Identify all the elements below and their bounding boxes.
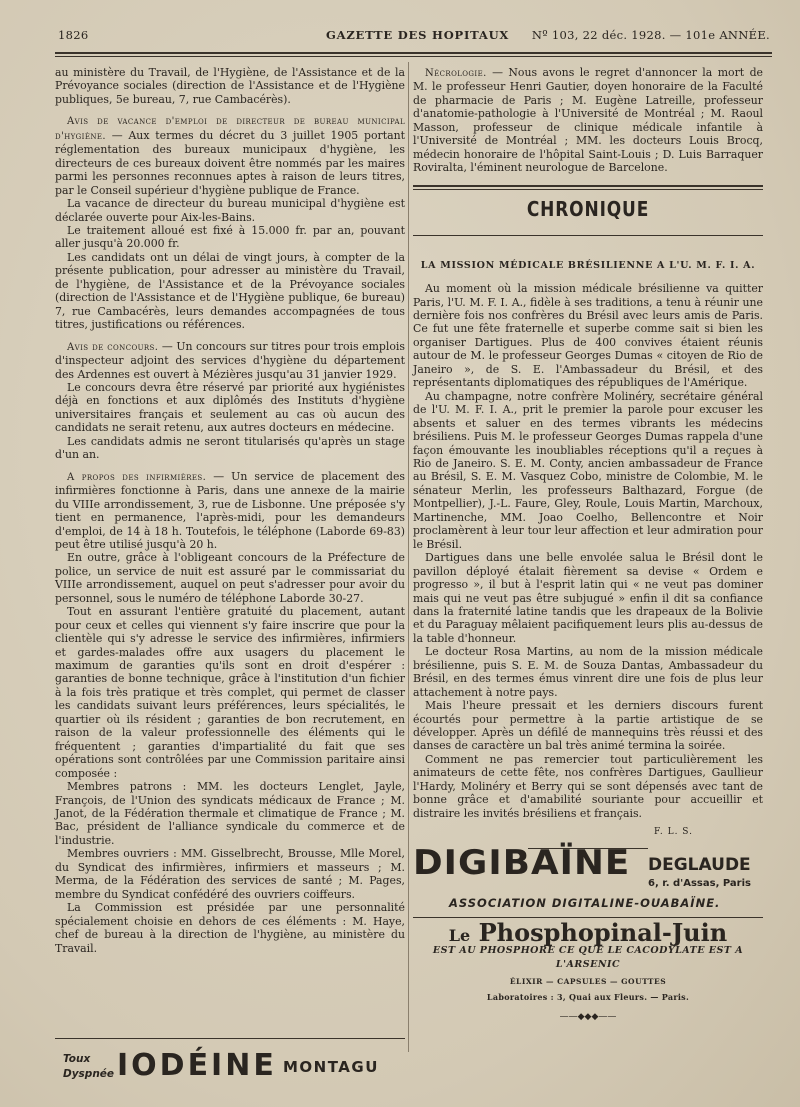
advert-address: Laboratoires : 3, Quai aux Fleurs. — Paris. [486, 992, 690, 1003]
phosphopinal-advert [413, 917, 763, 1025]
paragraph: Membres patrons : MM. les docteurs Lenglet, Jayle, François, de l'Union des syndicats médicaux de France ; M. Janot, de la Fédération thermale et climatique de France ; M. Bac, président de l'alliance syndicale du commerce et de l'industrie. [55, 780, 405, 847]
left-column [55, 66, 405, 955]
paragraph: Le concours devra être réservé par priorité aux hygiénistes déjà en fonctions et aux diplômés des Instituts d'hygiène universitaires français et seulement au cas où aucun des candidats ne serait retenu, aux autres docteurs en médecine. [55, 380, 405, 435]
paragraph: Membres ouvriers : MM. Gisselbrecht, Brousse, Mlle Morel, du Syndicat des infirmières, infirmiers et masseurs ; M. Merma, de la Fédération des services de santé ; M. Pages, membre du Syndicat confédéré des ouvriers coiffeurs. [55, 847, 405, 901]
paragraph: Les candidats ont un délai de vingt jours, à compter de la présente publication, pour adresser au ministère du Travail, de l'hygiène, de l'Assistance et de la Prévoyance sociales (direction de l'Assistance et de l'Hygiène publique, 6e bureau) 7, rue Cambacérès, leurs demandes accompagnées de tous titres, justifications ou références. [55, 250, 405, 332]
advert-prefix: Le [448, 925, 471, 945]
header-rule-thin [55, 56, 772, 57]
advert-indications: Toux Dyspnée [63, 1053, 115, 1080]
advert-brand: MONTAGU [283, 1058, 379, 1076]
section-heading: Nécrologie. [425, 68, 487, 79]
author-signature: F. L. S. [654, 827, 693, 838]
paragraph: Dartigues dans une belle envolée salua le Brésil dont le pavillon déployé étalait fièrement sa devise « Ordem e progresso », il but à l'esprit latin qui « ne veut pas dominer mais qui ne veut pas être subjugué » enfin il dit sa confiance dans la fraternité latine tandis que les drapeaux de la Bolivie et du Paraguay mêlaient pacifiquement leurs plis au-dessus de la table d'honneur. [413, 551, 763, 645]
paragraph: La Commission est présidée par une personnalité spécialement choisie en dehors de ces éléments : M. Haye, chef de bureau à la direction de l'hygiène, au ministère du Travail. [55, 901, 405, 955]
paragraph: Le traitement alloué est fixé à 15.000 fr. par an, pouvant aller jusqu'à 20.000 fr. [55, 223, 405, 251]
advert-product-name: IODÉINE [117, 1048, 277, 1083]
advert-brand: DEGLAUDE [648, 854, 751, 875]
advert-tagline: ASSOCIATION DIGITALINE-OUABAÏNE. [449, 895, 721, 910]
page-header [58, 28, 770, 48]
paragraph: Tout en assurant l'entière gratuité du placement, autant pour ceux et celles qui viennent s'y faire inscrire que pour la clientèle qui s'y adresse le service des infirmières, infirmiers et gardes-malades offre aux usagers du placement le maximum de garanties qu'ils sont en droit d'espérer : garanties de bonne technique, grâce à l'institution d'un fichier à la fois très pratique et très complet, qui permet de classer les candidats suivant leurs préférences, leurs spécialités, le quartier où ils résident ; garanties de bon recrutement, en raison de la valeur professionnelle des éléments qui le fréquentent ; garanties d'impartialité du fait que ses opérations sont contrôlées par une Commission paritaire ainsi composée : [55, 605, 405, 780]
issue-info: Nº 103, 22 déc. 1928. — 101e ANNÉE. [531, 28, 770, 42]
paragraph: Avis de concours. — Un concours sur titres pour trois emplois d'inspecteur adjoint des services d'hygiène du département des Ardennes est ouvert à Mézières jusqu'au 31 janvier 1929. [55, 339, 405, 381]
advert-product-name: DIGIBAÏNE [413, 842, 631, 883]
paragraph: En outre, grâce à l'obligeant concours de la Préfecture de police, un service de nuit est assuré par le commissariat du VIIIe arrondissement, auquel on peut s'adresser pour avoir du personnel, sous le numéro de téléphone Laborde 30-27. [55, 551, 405, 605]
divider [55, 1038, 405, 1039]
paragraph: Comment ne pas remercier tout particulièrement les animateurs de cette fête, nos confrères Dartigues, Gaullieur l'Hardy, Molinéry et Berry qui se sont dépensés avec tant de bonne grâce et d'amabilité souriante pour accueillir et distraire les invités brésiliens et français. [413, 752, 763, 820]
paragraph: au ministère du Travail, de l'Hygiène, de l'Assistance et de la Prévoyance sociales (direction de l'Assistance et de l'Hygiène publiques, 5e bureau, 7, rue Cambacérès). [55, 66, 405, 106]
paragraph: Les candidats admis ne seront titularisés qu'après un stage d'un an. [55, 434, 405, 462]
article-subheading: LA MISSION MÉDICALE BRÉSILIENNE A L'U. M. F. I. A. [420, 259, 756, 271]
paragraph: A propos des infirmières. — Un service de placement des infirmières fonctionne à Paris, dans une annexe de la mairie du VIIIe arrondissement, 3, rue de Lisbonne. Une préposée s'y tient en permanence, l'après-midi, pour les demandeurs d'emploi, de 14 à 18 h. Toutefois, le téléphone (Laborde 69-83) peut être utilisé jusqu'à 20 h. [55, 469, 406, 551]
right-column [413, 66, 763, 1024]
section-title: CHRONIQUE [526, 196, 650, 221]
iodeine-advert [55, 1040, 405, 1085]
section-heading: Avis de vacance d'emploi de directeur de bureau municipal d'hygiène. [55, 116, 405, 142]
page-number: 1826 [58, 28, 89, 42]
digibaine-advert [413, 842, 763, 910]
chronique-banner [413, 185, 763, 245]
advert-forms: ÉLIXIR — CAPSULES — GOUTTES [509, 977, 667, 987]
paragraph: Nécrologie. — Nous avons le regret d'annoncer la mort de M. le professeur Henri Gautier, doyen honoraire de la Faculté de pharmacie de Paris ; M. Eugène Latreille, professeur d'anatomie-pathologie à l'Université de Montréal ; M. Raoul Masson, professeur de clinique médicale infantile à l'Université de Montréal ; MM. les docteurs Louis Brocq, médecin honoraire de l'hôpital Saint-Louis ; D. Luis Barraquer Roviralta, l'éminent neurologue de Barcelone. [413, 66, 763, 175]
section-heading: A propos des infirmières. [67, 471, 207, 483]
header-rule [55, 52, 772, 54]
paragraph: Au champagne, notre confrère Molinéry, secrétaire général de l'U. M. F. I. A., prit le premier la parole pour excuser les absents et saluer en des termes vibrants les médecins brésiliens. Puis M. le professeur Georges Dumas rappela d'une façon émouvante les inoubliables réceptions qu'il a reçues à Rio de Janeiro. S. E. M. Conty, ancien ambassadeur de France au Brésil, S. E. M. Vasquez Cobo, ministre de Colombie, M. le sénateur Merlin, les professeurs Balthazard, Forgue (de Montpellier), J.-L. Faure, Gley, Roule, Louis Martin, Marchoux, Martinenche, MM. Joao Coelho, Bellencontre et Noir proclamèrent à leur tour leur affection et leur admiration pour le Brésil. [413, 389, 763, 551]
section-heading: Avis de concours. [67, 341, 159, 353]
advert-product-name: Phosphopinal-Juin [478, 917, 728, 947]
paragraph: La vacance de directeur du bureau municipal d'hygiène est déclarée ouverte pour Aix-les-Bains. [55, 197, 405, 224]
column-divider [408, 62, 409, 1052]
paragraph: Au moment où la mission médicale brésilienne va quitter Paris, l'U. M. F. I. A., fidèle à ses traditions, a tenu à réunir une dernière fois nos confrères du Brésil avec leurs amis de Paris. Ce fut une fête fraternelle et superbe comme sait si bien les organiser Dartigues. Plus de 400 convives étaient réunis autour de M. le professeur Georges Dumas « citoyen de Rio de Janeiro », de S. E. l'Ambassadeur du Brésil, et des représentants diplomatiques des républiques de l'Amérique. [413, 282, 763, 390]
journal-title: GAZETTE DES HOPITAUX [326, 28, 510, 42]
advert-tagline: EST AU PHOSPHORE CE QUE LE CACODYLATE EST A L'ARSENIC [432, 945, 744, 970]
advert-address: 6, r. d'Assas, Paris [648, 877, 751, 889]
ornament: ——◆◆◆—— [559, 1011, 617, 1022]
paragraph: Mais l'heure pressait et les derniers discours furent écourtés pour permettre à la partie artistique de se développer. Après un défilé de mannequins très réussi et des danses de caractère un bal très animé termina la soirée. [413, 699, 763, 753]
paragraph: Le docteur Rosa Martins, au nom de la mission médicale brésilienne, puis S. E. M. de Souza Dantas, Ambassadeur du Brésil, en des termes émus vinrent dire une fois de plus leur attachement à notre pays. [413, 645, 763, 699]
paragraph: Avis de vacance d'emploi de directeur de bureau municipal d'hygiène. — Aux termes du décret du 3 juillet 1905 portant réglementation des bureaux municipaux d'hygiène, les directeurs de ces bureaux doivent être nommés par les maires parmi les personnes reconnues aptes à raison de leurs titres, par le Conseil supérieur d'hygiène publique de France. [55, 116, 405, 197]
